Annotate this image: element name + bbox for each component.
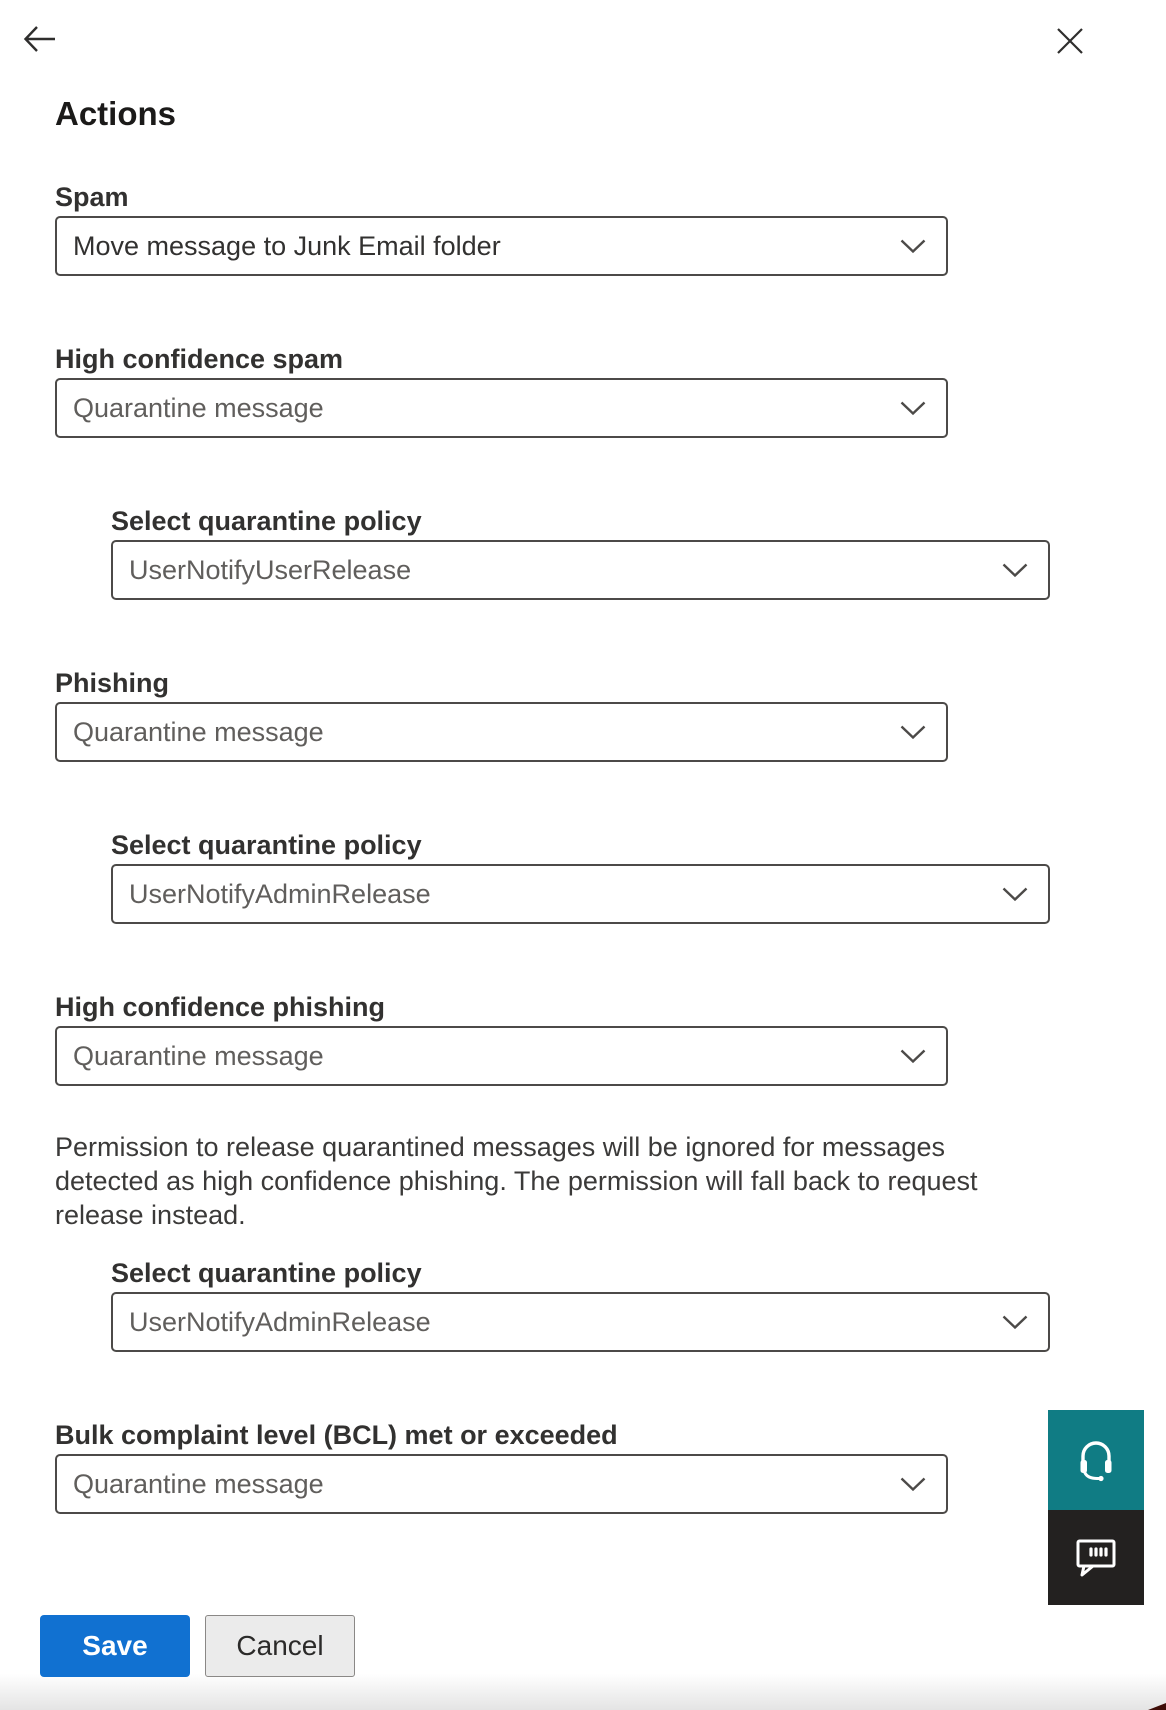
chevron-down-icon (900, 401, 926, 416)
field-quarantine-policy-phishing (55, 826, 1166, 924)
quarantine-policy-dropdown[interactable] (111, 1292, 1050, 1352)
page-title: Actions (55, 95, 177, 132)
chat-bubble-icon (1072, 1532, 1120, 1583)
feedback-chat-button[interactable] (1048, 1510, 1144, 1605)
dropdown-value: Quarantine message (73, 392, 324, 423)
phishing-action-dropdown[interactable] (55, 702, 948, 762)
high-confidence-spam-action-dropdown[interactable] (55, 378, 948, 438)
chevron-down-icon (1002, 563, 1028, 578)
bcl-action-dropdown[interactable] (55, 1454, 948, 1514)
spam-action-dropdown[interactable] (55, 216, 948, 276)
close-button[interactable] (1050, 24, 1090, 60)
field-bcl (55, 1416, 1166, 1514)
chevron-down-icon (900, 1477, 926, 1492)
field-label: Select quarantine policy (111, 1258, 422, 1288)
dropdown-value: Quarantine message (73, 1468, 324, 1499)
quarantine-policy-dropdown[interactable] (111, 540, 1050, 600)
field-spam (55, 178, 1166, 276)
chevron-down-icon (900, 239, 926, 254)
dropdown-value: Move message to Junk Email folder (73, 230, 501, 261)
field-quarantine-policy-spam (55, 502, 1166, 600)
close-icon (1055, 44, 1085, 59)
save-button[interactable]: Save (40, 1615, 190, 1677)
chevron-down-icon (900, 1049, 926, 1064)
field-label: Bulk complaint level (BCL) met or exceeded (55, 1420, 618, 1450)
field-label: High confidence phishing (55, 992, 385, 1022)
dropdown-value: UserNotifyAdminRelease (129, 878, 431, 909)
cancel-button[interactable]: Cancel (205, 1615, 355, 1677)
field-label: Spam (55, 182, 129, 212)
field-quarantine-policy-hc-phishing (55, 1254, 1166, 1352)
dropdown-value: UserNotifyAdminRelease (129, 1306, 431, 1337)
footer-bar (0, 1580, 1166, 1710)
field-label: High confidence spam (55, 344, 344, 374)
chevron-down-icon (1002, 887, 1028, 902)
high-confidence-phishing-action-dropdown[interactable] (55, 1026, 948, 1086)
chevron-down-icon (900, 725, 926, 740)
headset-icon (1072, 1435, 1120, 1486)
field-label: Select quarantine policy (111, 830, 422, 860)
field-label: Phishing (55, 668, 169, 698)
dropdown-value: Quarantine message (73, 716, 324, 747)
help-support-button[interactable] (1048, 1410, 1144, 1510)
info-text: Permission to release quarantined messages will be ignored for messages detected as high confidence phishing. The permission will fall back to request release instead. (55, 1132, 978, 1230)
field-high-confidence-phishing (55, 988, 1166, 1086)
back-button[interactable] (20, 22, 60, 58)
back-arrow-icon (22, 43, 58, 58)
quarantine-policy-dropdown[interactable] (111, 864, 1050, 924)
dropdown-value: Quarantine message (73, 1040, 324, 1071)
field-high-confidence-spam (55, 340, 1166, 438)
dropdown-value: UserNotifyUserRelease (129, 554, 412, 585)
field-label: Select quarantine policy (111, 506, 422, 536)
chevron-down-icon (1002, 1315, 1028, 1330)
field-phishing (55, 664, 1166, 762)
